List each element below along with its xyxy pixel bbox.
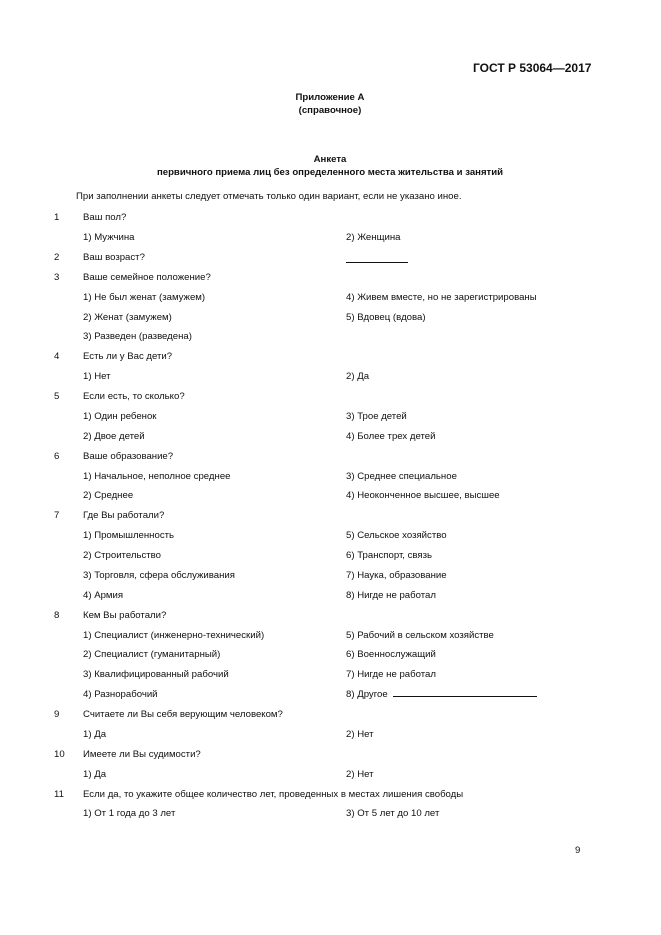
answer-option: 8) Нигде не работал [346, 590, 436, 601]
answer-option: 4) Армия [83, 590, 124, 601]
appendix-subtitle: (справочное) [298, 105, 362, 116]
answer-option: 1) Нет [83, 371, 111, 382]
answer-option: 2) Нет [346, 769, 374, 780]
question-number: 2 [54, 252, 60, 263]
answer-option: 5) Рабочий в сельском хозяйстве [346, 630, 494, 641]
question-number: 9 [54, 709, 60, 720]
question-text: Есть ли у Вас дети? [83, 351, 173, 362]
question-text: Кем Вы работали? [83, 610, 167, 621]
answer-option-other [346, 689, 537, 700]
answer-option: 4) Более трех детей [346, 431, 436, 442]
answer-option: 4) Неоконченное высшее, высшее [346, 490, 500, 501]
answer-option: 3) От 5 лет до 10 лет [346, 808, 440, 819]
answer-option: 3) Торговля, сфера обслуживания [83, 570, 235, 581]
question-number: 5 [54, 391, 60, 402]
answer-option: 6) Военнослужащий [346, 649, 436, 660]
standard-number: ГОСТ Р 53064—2017 [473, 61, 592, 75]
answer-option: 1) Специалист (инженерно-технический) [83, 630, 265, 641]
answer-option: 3) Квалифицированный рабочий [83, 669, 229, 680]
answer-option: 1) Да [83, 769, 107, 780]
question-text: Если да, то укажите общее количество лет, проведенных в местах лишения свободы [83, 789, 464, 800]
age-blank-line[interactable] [346, 262, 408, 263]
answer-option: 1) Мужчина [83, 232, 135, 243]
answer-option: 1) Не был женат (замужем) [83, 292, 206, 303]
answer-option: 2) Женщина [346, 232, 401, 243]
answer-option: 4) Живем вместе, но не зарегистрированы [346, 292, 537, 303]
question-number: 6 [54, 451, 60, 462]
question-text: Ваш возраст? [83, 252, 145, 263]
question-text: Считаете ли Вы себя верующим человеком? [83, 709, 283, 720]
form-instruction: При заполнении анкеты следует отмечать только один вариант, если не указано иное. [76, 191, 462, 202]
question-number: 11 [54, 789, 64, 800]
answer-option: 2) Женат (замужем) [83, 312, 172, 323]
answer-option: 2) Специалист (гуманитарный) [83, 649, 221, 660]
question-text: Если есть, то сколько? [83, 391, 185, 402]
answer-option: 1) Да [83, 729, 107, 740]
question-text: Ваше образование? [83, 451, 174, 462]
form-title: Анкета [313, 154, 347, 165]
answer-option-label: 8) Другое [346, 689, 388, 700]
question-text: Где Вы работали? [83, 510, 165, 521]
form-subtitle: первичного приема лиц без определенного места жительства и занятий [156, 167, 504, 178]
answer-option: 7) Наука, образование [346, 570, 447, 581]
question-number: 8 [54, 610, 60, 621]
answer-option: 2) Двое детей [83, 431, 145, 442]
answer-option: 1) Промышленность [83, 530, 175, 541]
answer-option: 2) Нет [346, 729, 374, 740]
question-number: 4 [54, 351, 60, 362]
answer-option: 3) Трое детей [346, 411, 407, 422]
answer-option: 1) Начальное, неполное среднее [83, 471, 231, 482]
answer-option: 2) Среднее [83, 490, 134, 501]
answer-option: 6) Транспорт, связь [346, 550, 432, 561]
answer-option: 2) Строительство [83, 550, 161, 561]
answer-option: 1) От 1 года до 3 лет [83, 808, 176, 819]
answer-option: 3) Среднее специальное [346, 471, 457, 482]
question-text: Имеете ли Вы судимости? [83, 749, 201, 760]
answer-option: 3) Разведен (разведена) [83, 331, 192, 342]
question-text: Ваше семейное положение? [83, 272, 211, 283]
answer-option: 7) Нигде не работал [346, 669, 436, 680]
other-blank-line[interactable] [393, 696, 537, 697]
page-number: 9 [575, 845, 581, 856]
answer-option: 5) Сельское хозяйство [346, 530, 447, 541]
appendix-title: Приложение А [295, 92, 365, 103]
answer-option: 5) Вдовец (вдова) [346, 312, 426, 323]
answer-option: 1) Один ребенок [83, 411, 157, 422]
question-number: 10 [54, 749, 65, 760]
answer-option: 2) Да [346, 371, 370, 382]
question-number: 1 [54, 212, 60, 223]
question-number: 7 [54, 510, 60, 521]
answer-option: 4) Разнорабочий [83, 689, 158, 700]
question-number: 3 [54, 272, 60, 283]
question-text: Ваш пол? [83, 212, 127, 223]
